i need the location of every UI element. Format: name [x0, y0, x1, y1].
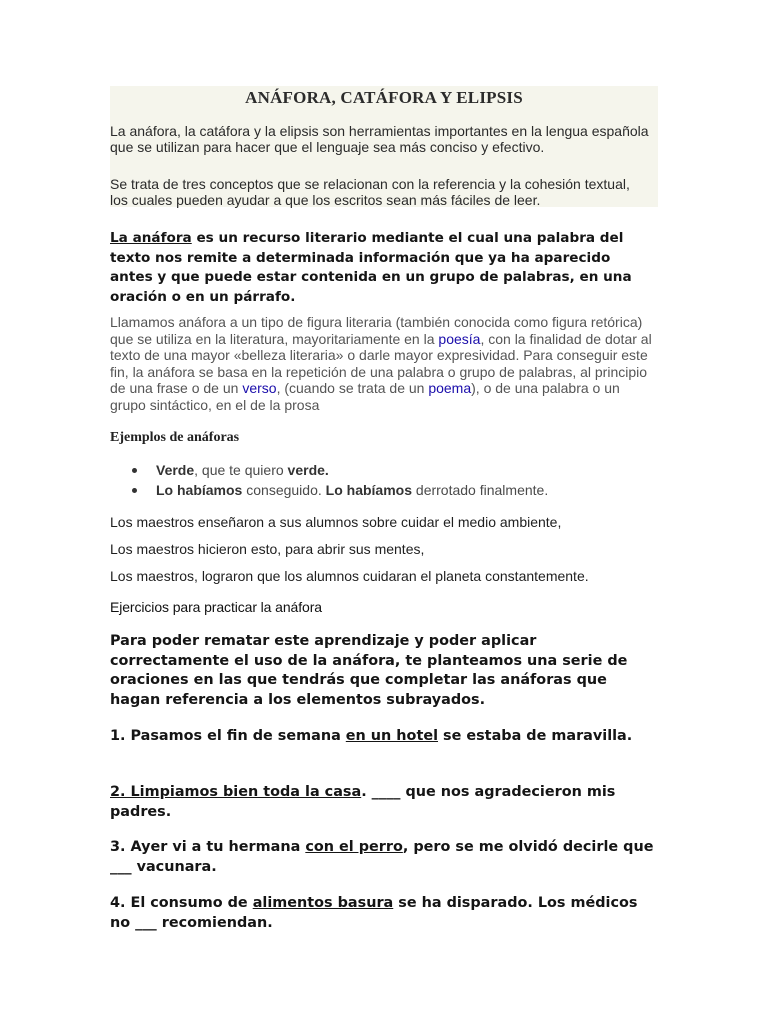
- example-text: , que te quiero: [194, 462, 288, 478]
- exercise-underlined: alimentos basura: [252, 895, 394, 911]
- bullet-icon: [132, 488, 137, 493]
- exercise-text: 3. Ayer vi a tu hermana: [110, 839, 306, 855]
- link-poema[interactable]: poema: [428, 380, 472, 397]
- exercises-prompt: Para poder rematar este aprendizaje y poder aplicar correctamente el uso de la anáfora, te planteamos una serie de oraciones en las que tendrás que completar las anáforas que hagan referencia a los elementos subrayados.: [110, 633, 628, 708]
- definition-term: La anáfora: [110, 230, 192, 246]
- example-text: derrotado finalmente.: [412, 482, 549, 498]
- exercise-text: , pero se me olvidó decirle que ___ vacunara.: [110, 839, 654, 875]
- exercise-underlined: en un hotel: [345, 728, 439, 744]
- exercise-text: se ha disparado. Los médicos no ___ recomiendan.: [110, 895, 638, 931]
- example-bold: Lo habíamos: [325, 482, 413, 498]
- exercise-underlined: con el perro: [305, 839, 403, 855]
- list-item: [110, 481, 548, 501]
- intro-paragraph-2: Se trata de tres conceptos que se relacionan con la referencia y la cohesión textual, los cuales pueden ayudar a que los escritos sean más fáciles de leer.: [110, 176, 630, 208]
- exercise-item-2: [110, 783, 658, 822]
- example-sentence-3: Los maestros, lograron que los alumnos cuidaran el planeta constantemente.: [110, 568, 589, 584]
- link-verso[interactable]: verso: [242, 380, 277, 397]
- anaphora-definition: [110, 229, 650, 307]
- exercise-item-1: [110, 727, 658, 747]
- example-bold: verde.: [287, 462, 329, 478]
- examples-list: [110, 461, 548, 501]
- page-title: ANÁFORA, CATÁFORA Y ELIPSIS: [245, 88, 523, 107]
- example-bold: Verde: [156, 462, 195, 478]
- exercise-text: . ____ que nos agradecieron mis padres.: [110, 784, 616, 820]
- examples-heading: Ejemplos de anáforas: [110, 430, 240, 445]
- bullet-icon: [132, 468, 137, 473]
- explanation-text-4: ), o de una palabra o un grupo sintáctico, en el de la prosa: [110, 380, 620, 413]
- intro-paragraph-1: La anáfora, la catáfora y la elipsis son herramientas importantes en la lengua española que se utilizan para hacer que el lenguaje sea más conciso y efectivo.: [110, 123, 649, 155]
- explanation-text-3: , (cuando se trata de un: [276, 380, 429, 397]
- exercise-text: 4. El consumo de: [110, 895, 253, 911]
- exercise-item-4: [110, 894, 658, 933]
- exercise-text: 1. Pasamos el fin de semana: [110, 728, 346, 744]
- exercises-heading: Ejercicios para practicar la anáfora: [110, 599, 322, 615]
- definition-text: es un recurso literario mediante el cual una palabra del texto nos remite a determinada información que ya ha aparecido antes y que puede estar contenida en un grupo de palabras, en una oración o en un párrafo.: [110, 230, 632, 305]
- exercise-underlined: 2. Limpiamos bien toda la casa: [110, 784, 362, 800]
- list-item: [110, 461, 548, 481]
- example-sentence-2: Los maestros hicieron esto, para abrir sus mentes,: [110, 541, 425, 557]
- exercise-item-3: [110, 838, 658, 877]
- explanation-text-1: Llamamos anáfora a un tipo de figura literaria (también conocida como figura retórica) que se utiliza en la literatura, mayoritariamente en la: [110, 314, 643, 347]
- example-bold: Lo habíamos: [156, 482, 243, 498]
- example-sentence-1: Los maestros enseñaron a sus alumnos sobre cuidar el medio ambiente,: [110, 514, 562, 530]
- explanation-text-2: , con la finalidad de dotar al texto de una mayor «belleza literaria» o darle mayor expresividad. Para conseguir este fin, la anáfora se basa en la repetición de una palabra o grupo de palabras, al principio de una frase o de un: [110, 330, 652, 397]
- link-poesia[interactable]: poesía: [438, 330, 481, 347]
- example-text: conseguido.: [242, 482, 326, 498]
- exercise-text: se estaba de maravilla.: [438, 728, 633, 744]
- anaphora-explanation: [110, 314, 655, 414]
